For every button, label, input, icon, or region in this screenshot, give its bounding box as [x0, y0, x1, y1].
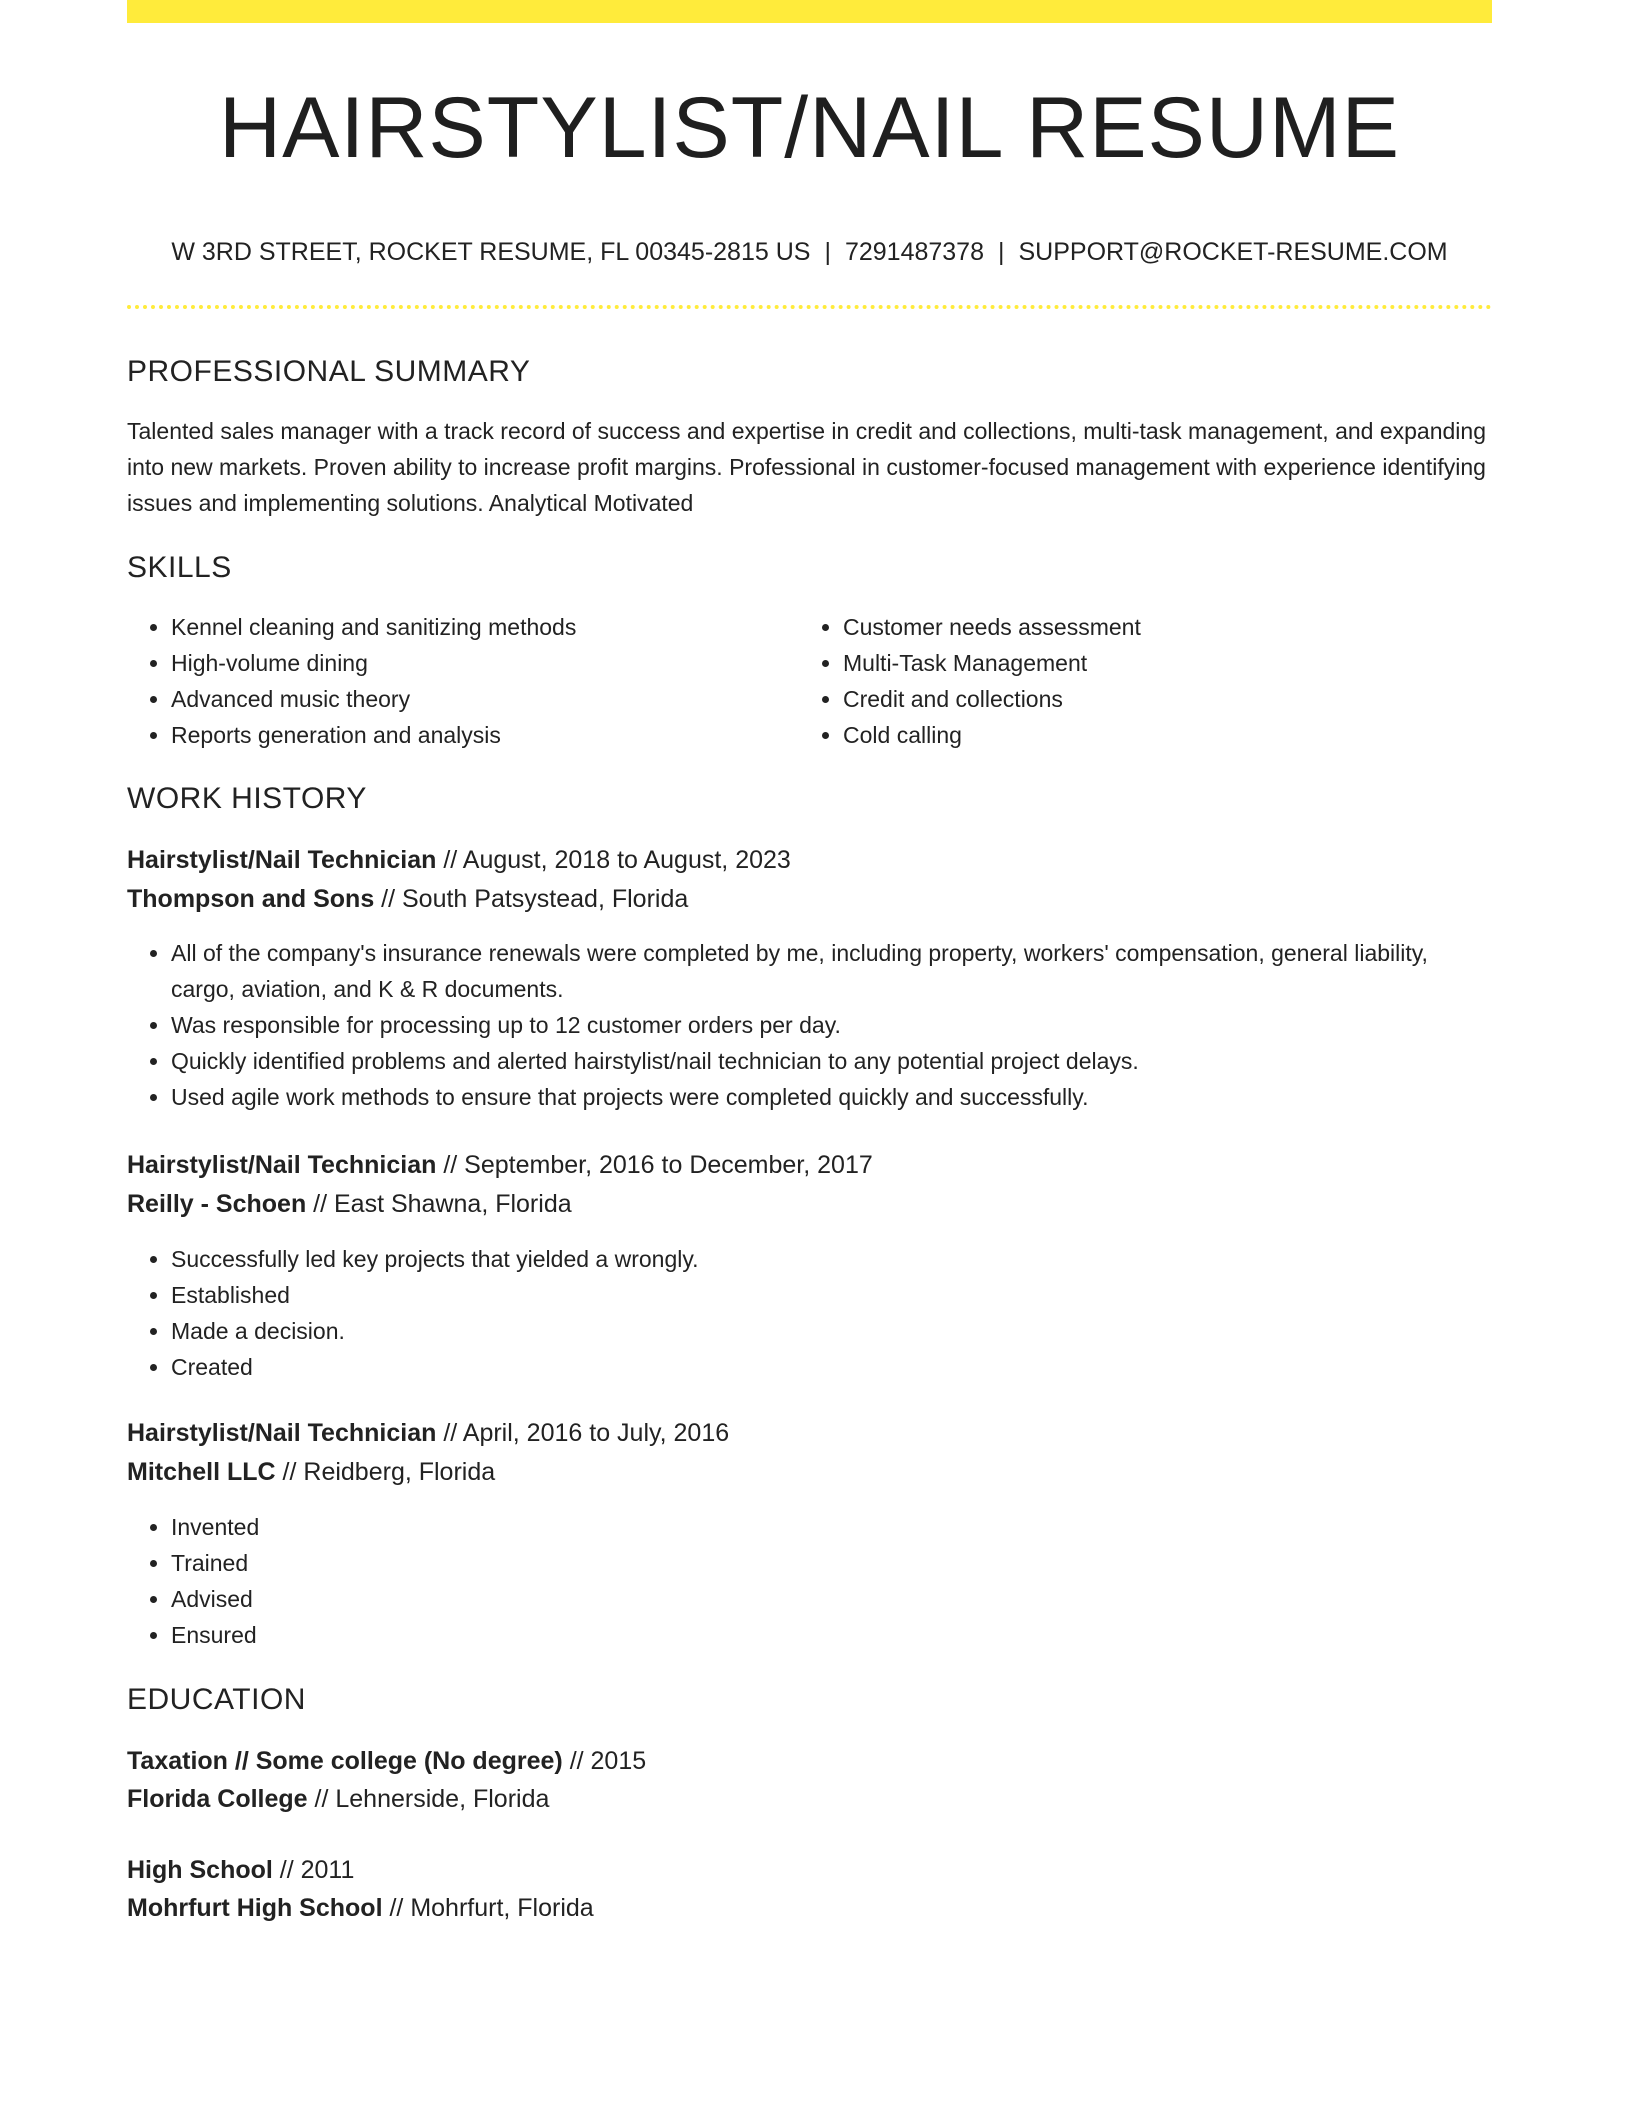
top-accent-bar: [127, 0, 1492, 23]
job-bullet: • All of the company's insurance renewals were completed by me, including property, workers' compensation, general liability, cargo, aviation, and K & R documents.: [171, 935, 1491, 1007]
job-bullets: [127, 1509, 1491, 1653]
job-company-line: [127, 1453, 495, 1491]
skill-item: • Credit and collections: [843, 681, 1483, 717]
job-dates: // August, 2018 to August, 2023: [436, 846, 791, 874]
job-location: // Reidberg, Florida: [275, 1458, 496, 1486]
skill-item: • Cold calling: [843, 717, 1483, 753]
skills-list-right: [799, 609, 1483, 753]
skill-item: • Advanced music theory: [171, 681, 791, 717]
contact-line: [127, 236, 1492, 268]
skill-item: • Multi-Task Management: [843, 645, 1483, 681]
job-title-line: [127, 1414, 729, 1452]
contact-email: SUPPORT@ROCKET-RESUME.COM: [1018, 238, 1448, 266]
job-location: // East Shawna, Florida: [306, 1190, 572, 1218]
education-school: Mohrfurt High School: [127, 1894, 383, 1922]
contact-address: W 3RD STREET, ROCKET RESUME, FL 00345-2815 US: [171, 238, 811, 266]
job-bullet: • Invented: [171, 1509, 1491, 1545]
job-title-line: [127, 1146, 873, 1184]
education-location: // Mohrfurt, Florida: [382, 1894, 594, 1922]
dotted-divider: [127, 305, 1492, 309]
education-location: // Lehnerside, Florida: [307, 1785, 550, 1813]
job-role: Hairstylist/Nail Technician: [127, 846, 437, 874]
contact-separator: |: [998, 238, 1005, 266]
education-school: Florida College: [127, 1785, 308, 1813]
job-bullet: • Created: [171, 1349, 1491, 1385]
skill-item: • Kennel cleaning and sanitizing methods: [171, 609, 791, 645]
skill-item: • Reports generation and analysis: [171, 717, 791, 753]
job-dates: // September, 2016 to December, 2017: [436, 1151, 873, 1179]
contact-separator: |: [824, 238, 831, 266]
job-dates: // April, 2016 to July, 2016: [436, 1419, 730, 1447]
job-company: Thompson and Sons: [127, 885, 375, 913]
contact-phone: 7291487378: [844, 238, 984, 266]
education-school-line: [127, 1889, 594, 1927]
skill-item: • High-volume dining: [171, 645, 791, 681]
education-year: // 2015: [562, 1747, 647, 1775]
job-location: // South Patsystead, Florida: [374, 885, 689, 913]
job-bullets: [127, 935, 1491, 1115]
job-bullet: • Quickly identified problems and alerted hairstylist/nail technician to any potential project delays.: [171, 1043, 1491, 1079]
education-degree: Taxation // Some college (No degree): [127, 1747, 563, 1775]
skills-list-left: [127, 609, 791, 753]
job-role: Hairstylist/Nail Technician: [127, 1151, 437, 1179]
education-degree: High School: [127, 1856, 273, 1884]
job-bullet: • Ensured: [171, 1617, 1491, 1653]
job-bullet: • Advised: [171, 1581, 1491, 1617]
job-company: Reilly - Schoen: [127, 1190, 307, 1218]
education-degree-line: [127, 1851, 354, 1889]
job-company: Mitchell LLC: [127, 1458, 276, 1486]
job-role: Hairstylist/Nail Technician: [127, 1419, 437, 1447]
job-company-line: [127, 1185, 572, 1223]
job-bullet: • Trained: [171, 1545, 1491, 1581]
resume-title: HAIRSTYLIST/NAIL RESUME: [218, 80, 1401, 176]
summary-heading: PROFESSIONAL SUMMARY: [127, 355, 531, 388]
job-bullet: • Was responsible for processing up to 12 customer orders per day.: [171, 1007, 1491, 1043]
job-bullets: [127, 1241, 1491, 1385]
skills-heading: SKILLS: [127, 551, 232, 584]
education-year: // 2011: [272, 1856, 355, 1884]
education-degree-line: [127, 1742, 646, 1780]
job-company-line: [127, 880, 688, 918]
job-bullet: • Successfully led key projects that yielded a wrongly.: [171, 1241, 1491, 1277]
job-bullet: • Made a decision.: [171, 1313, 1491, 1349]
job-bullet: • Established: [171, 1277, 1491, 1313]
job-bullet: • Used agile work methods to ensure that projects were completed quickly and successfully.: [171, 1079, 1491, 1115]
summary-text: Talented sales manager with a track record of success and expertise in credit and collections, multi-task management, and expanding into new markets. Proven ability to increase profit margins. Professional in customer-focused management with experience identifying issues and implementing solutions. Analytical Motivated: [127, 418, 1486, 516]
work-history-heading: WORK HISTORY: [127, 782, 367, 815]
education-school-line: [127, 1780, 549, 1818]
skill-item: • Customer needs assessment: [843, 609, 1483, 645]
job-title-line: [127, 841, 791, 879]
education-heading: EDUCATION: [127, 1683, 306, 1716]
